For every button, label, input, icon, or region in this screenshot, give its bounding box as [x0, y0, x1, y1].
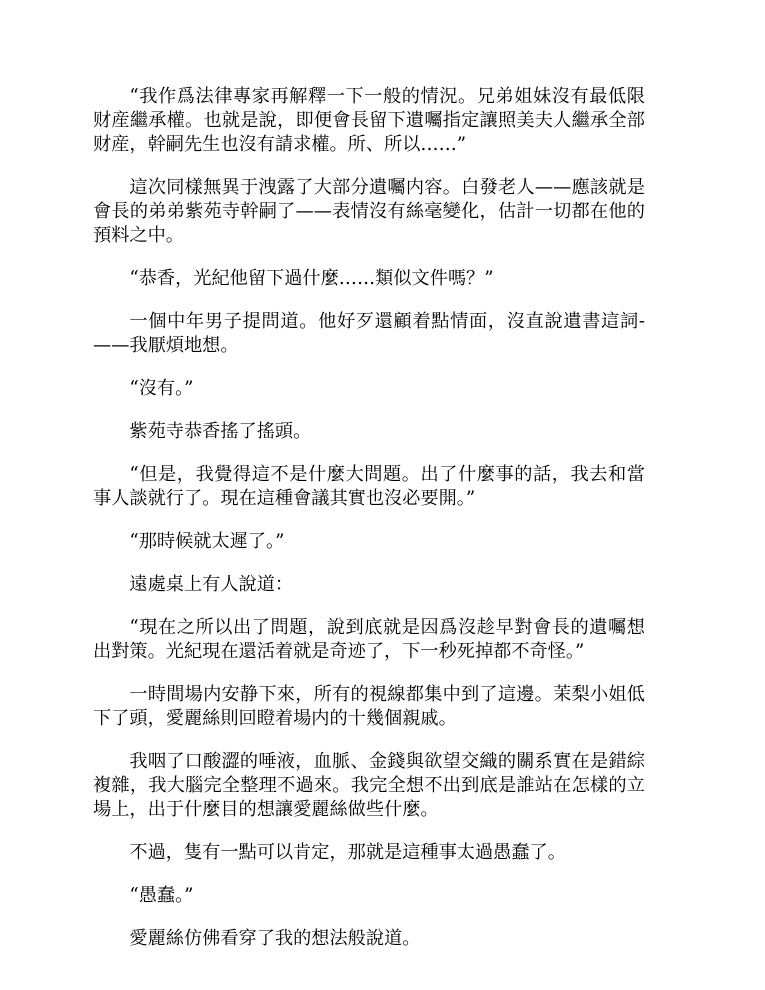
paragraph-problem-reason: “現在之所以出了問題，說到底就是因爲沒趁早對會長的遺囑想出對策。光紀現在還活着就是奇迹了，下一秒死掉都不奇怪。”	[93, 617, 645, 662]
paragraph-shakes-head: 紫苑寺恭香搖了搖頭。	[129, 421, 312, 442]
paragraph-lawyer-explanation: “我作爲法律專家再解釋一下一般的情況。兄弟姐妹沒有最低限财産繼承權。也就是說，即便會長留下遺囑指定讓照美夫人繼承全部财産，幹嗣先生也沒有請求權。所、所以……”	[93, 86, 645, 155]
paragraph-not-a-problem: “但是，我覺得這不是什麼大問題。出了什麼事的話，我去和當事人談就行了。現在這種會議其實也沒必要開。”	[93, 464, 645, 509]
paragraph-complex-relations: 我咽了口酸澀的唾液，血脈、金錢與欲望交織的關系實在是錯綜複雜，我大腦完全整理不過來。我完全想不出到底是誰站在怎樣的立場上，出于什麼目的想讓愛麗絲做些什麼。	[93, 751, 645, 820]
paragraph-question-document: “恭香，光紀他留下過什麼……類似文件嗎？”	[129, 268, 494, 289]
paragraph-someone-said: 遠處桌上有人說道：	[129, 574, 294, 595]
paragraph-silence: 一時間場内安静下來，所有的視線都集中到了這邊。茉梨小姐低下了頭，愛麗絲則回瞪着場内的十幾個親戚。	[93, 684, 645, 729]
paragraph-old-man-reaction: 這次同樣無異于洩露了大部分遺囑内容。白發老人——應該就是會長的弟弟紫苑寺幹嗣了——表情沒有絲毫變化，估計一切都在他的預料之中。	[93, 177, 645, 246]
paragraph-too-late: “那時候就太遲了。”	[129, 531, 285, 552]
paragraph-alice-said: 愛麗絲仿佛看穿了我的想法般說道。	[129, 928, 421, 949]
paragraph-one-thing-certain: 不過，隻有一點可以肯定，那就是這種事太過愚蠢了。	[129, 842, 566, 863]
document-page	[93, 85, 645, 970]
paragraph-middle-aged-man: 一個中年男子提問道。他好歹還顧着點情面，沒直說遺書這詞-——我厭煩地想。	[93, 311, 645, 356]
paragraph-no-answer: “沒有。”	[129, 378, 194, 399]
paragraph-stupid: “愚蠢。”	[129, 885, 194, 906]
